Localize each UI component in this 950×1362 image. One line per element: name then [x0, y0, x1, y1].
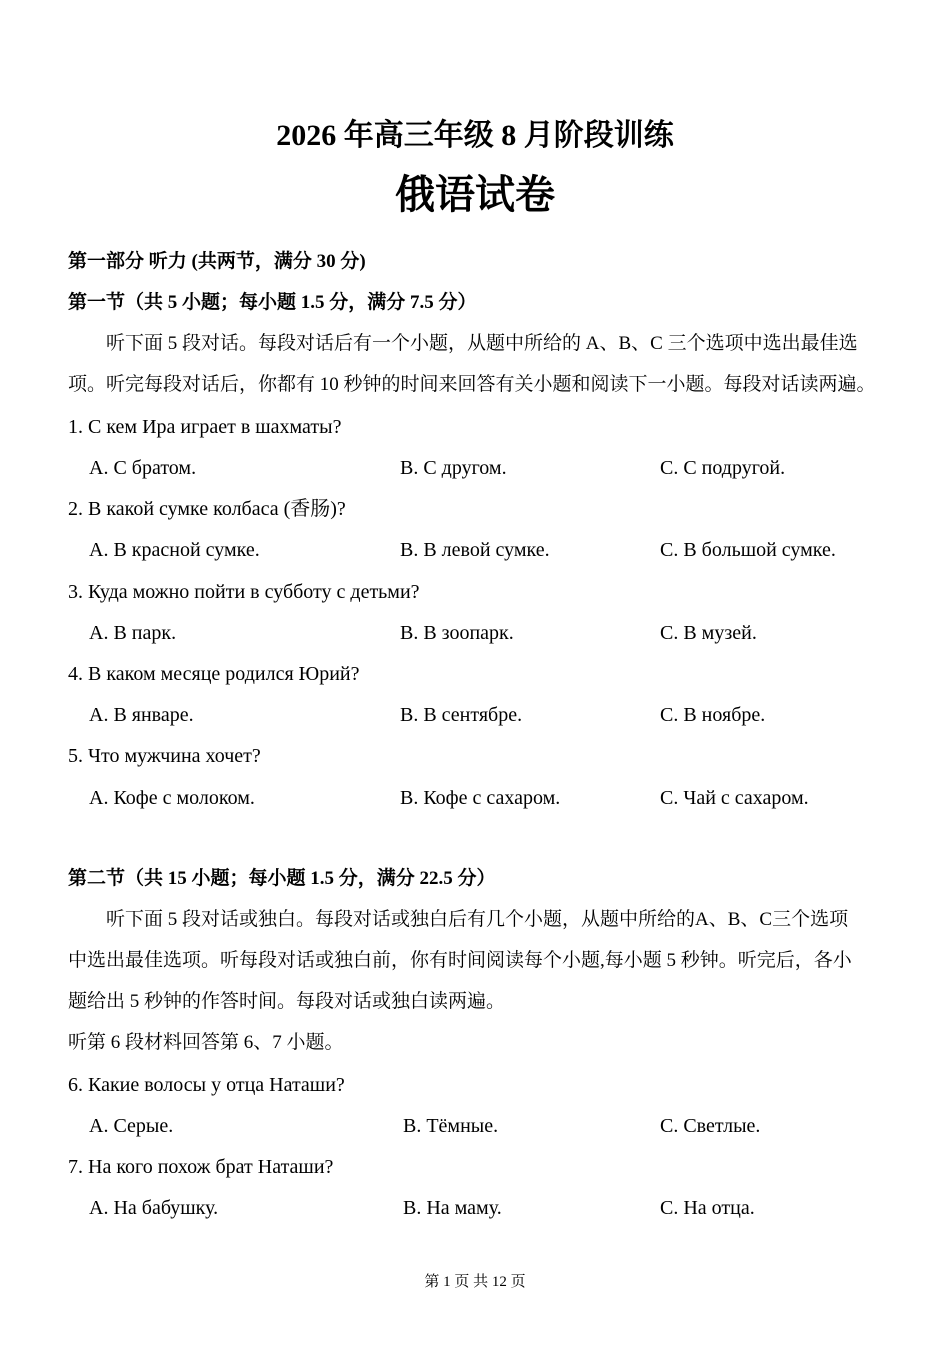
- section2-instruction-line3: 题给出 5 秒钟的作答时间。每段对话或独白读两遍。: [68, 991, 506, 1012]
- section2-heading: 第二节（共 15 小题；每小题 1.5 分，满分 22.5 分）: [68, 868, 496, 889]
- question-1-option-a: A. С братом.: [89, 457, 197, 479]
- question-4-option-a: A. В январе.: [89, 704, 194, 726]
- question-1-option-c: C. С подругой.: [660, 457, 786, 479]
- question-5-option-b: B. Кофе с сахаром.: [400, 787, 561, 809]
- exam-subtitle: 俄语试卷: [395, 172, 555, 217]
- question-7-option-a: A. На бабушку.: [89, 1197, 219, 1219]
- question-2-option-a: A. В красной сумке.: [89, 539, 260, 561]
- question-4: 4. В каком месяце родился Юрий?: [68, 663, 360, 685]
- question-6-option-a: A. Серые.: [89, 1115, 174, 1137]
- page-number: 第 1 页 共 12 页: [424, 1274, 526, 1290]
- section1-instruction-line1: 听下面 5 段对话。每段对话后有一个小题，从题中所给的 A、B、C 三个选项中选出最佳选: [106, 333, 858, 354]
- question-6-option-b: B. Тёмные.: [403, 1115, 499, 1137]
- question-5-option-a: A. Кофе с молоком.: [89, 787, 255, 809]
- question-1-option-b: B. С другом.: [400, 457, 507, 479]
- question-3: 3. Куда можно пойти в субботу с детьми?: [68, 581, 420, 603]
- question-1: 1. С кем Ира играет в шахматы?: [68, 416, 342, 438]
- question-3-option-a: A. В парк.: [89, 622, 177, 644]
- question-7-option-c: C. На отца.: [660, 1197, 755, 1219]
- question-2-option-c: C. В большой сумке.: [660, 539, 836, 561]
- question-5-option-c: C. Чай с сахаром.: [660, 787, 809, 809]
- question-6-option-c: C. Светлые.: [660, 1115, 761, 1137]
- question-7-option-b: B. На маму.: [403, 1197, 502, 1219]
- question-3-option-c: C. В музей.: [660, 622, 757, 644]
- question-2: 2. В какой сумке колбаса (香肠)?: [68, 498, 346, 520]
- question-6: 6. Какие волосы у отца Наташи?: [68, 1074, 345, 1096]
- section1-heading: 第一节（共 5 小题；每小题 1.5 分，满分 7.5 分）: [68, 292, 477, 313]
- section1-instruction-line2: 项。听完每段对话后，你都有 10 秒钟的时间来回答有关小题和阅读下一小题。每段对话读两遍。: [68, 374, 876, 395]
- question-4-option-b: B. В сентябре.: [400, 704, 523, 726]
- section2-instruction-line2: 中选出最佳选项。听每段对话或独白前，你有时间阅读每个小题,每小题 5 秒钟。听完后，各小: [68, 950, 852, 971]
- question-2-option-b: B. В левой сумке.: [400, 539, 550, 561]
- question-7: 7. На кого похож брат Наташи?: [68, 1156, 334, 1178]
- exam-title: 2026 年高三年级 8 月阶段训练: [276, 119, 674, 152]
- part1-heading: 第一部分 听力 (共两节，满分 30 分): [68, 251, 366, 272]
- section2-instruction-line1: 听下面 5 段对话或独白。每段对话或独白后有几个小题，从题中所给的A、B、C三个选项: [106, 909, 849, 930]
- question-4-option-c: C. В ноябре.: [660, 704, 766, 726]
- question-3-option-b: B. В зоопарк.: [400, 622, 514, 644]
- question-5: 5. Что мужчина хочет?: [68, 745, 261, 767]
- material-note: 听第 6 段材料回答第 6、7 小题。: [68, 1032, 344, 1053]
